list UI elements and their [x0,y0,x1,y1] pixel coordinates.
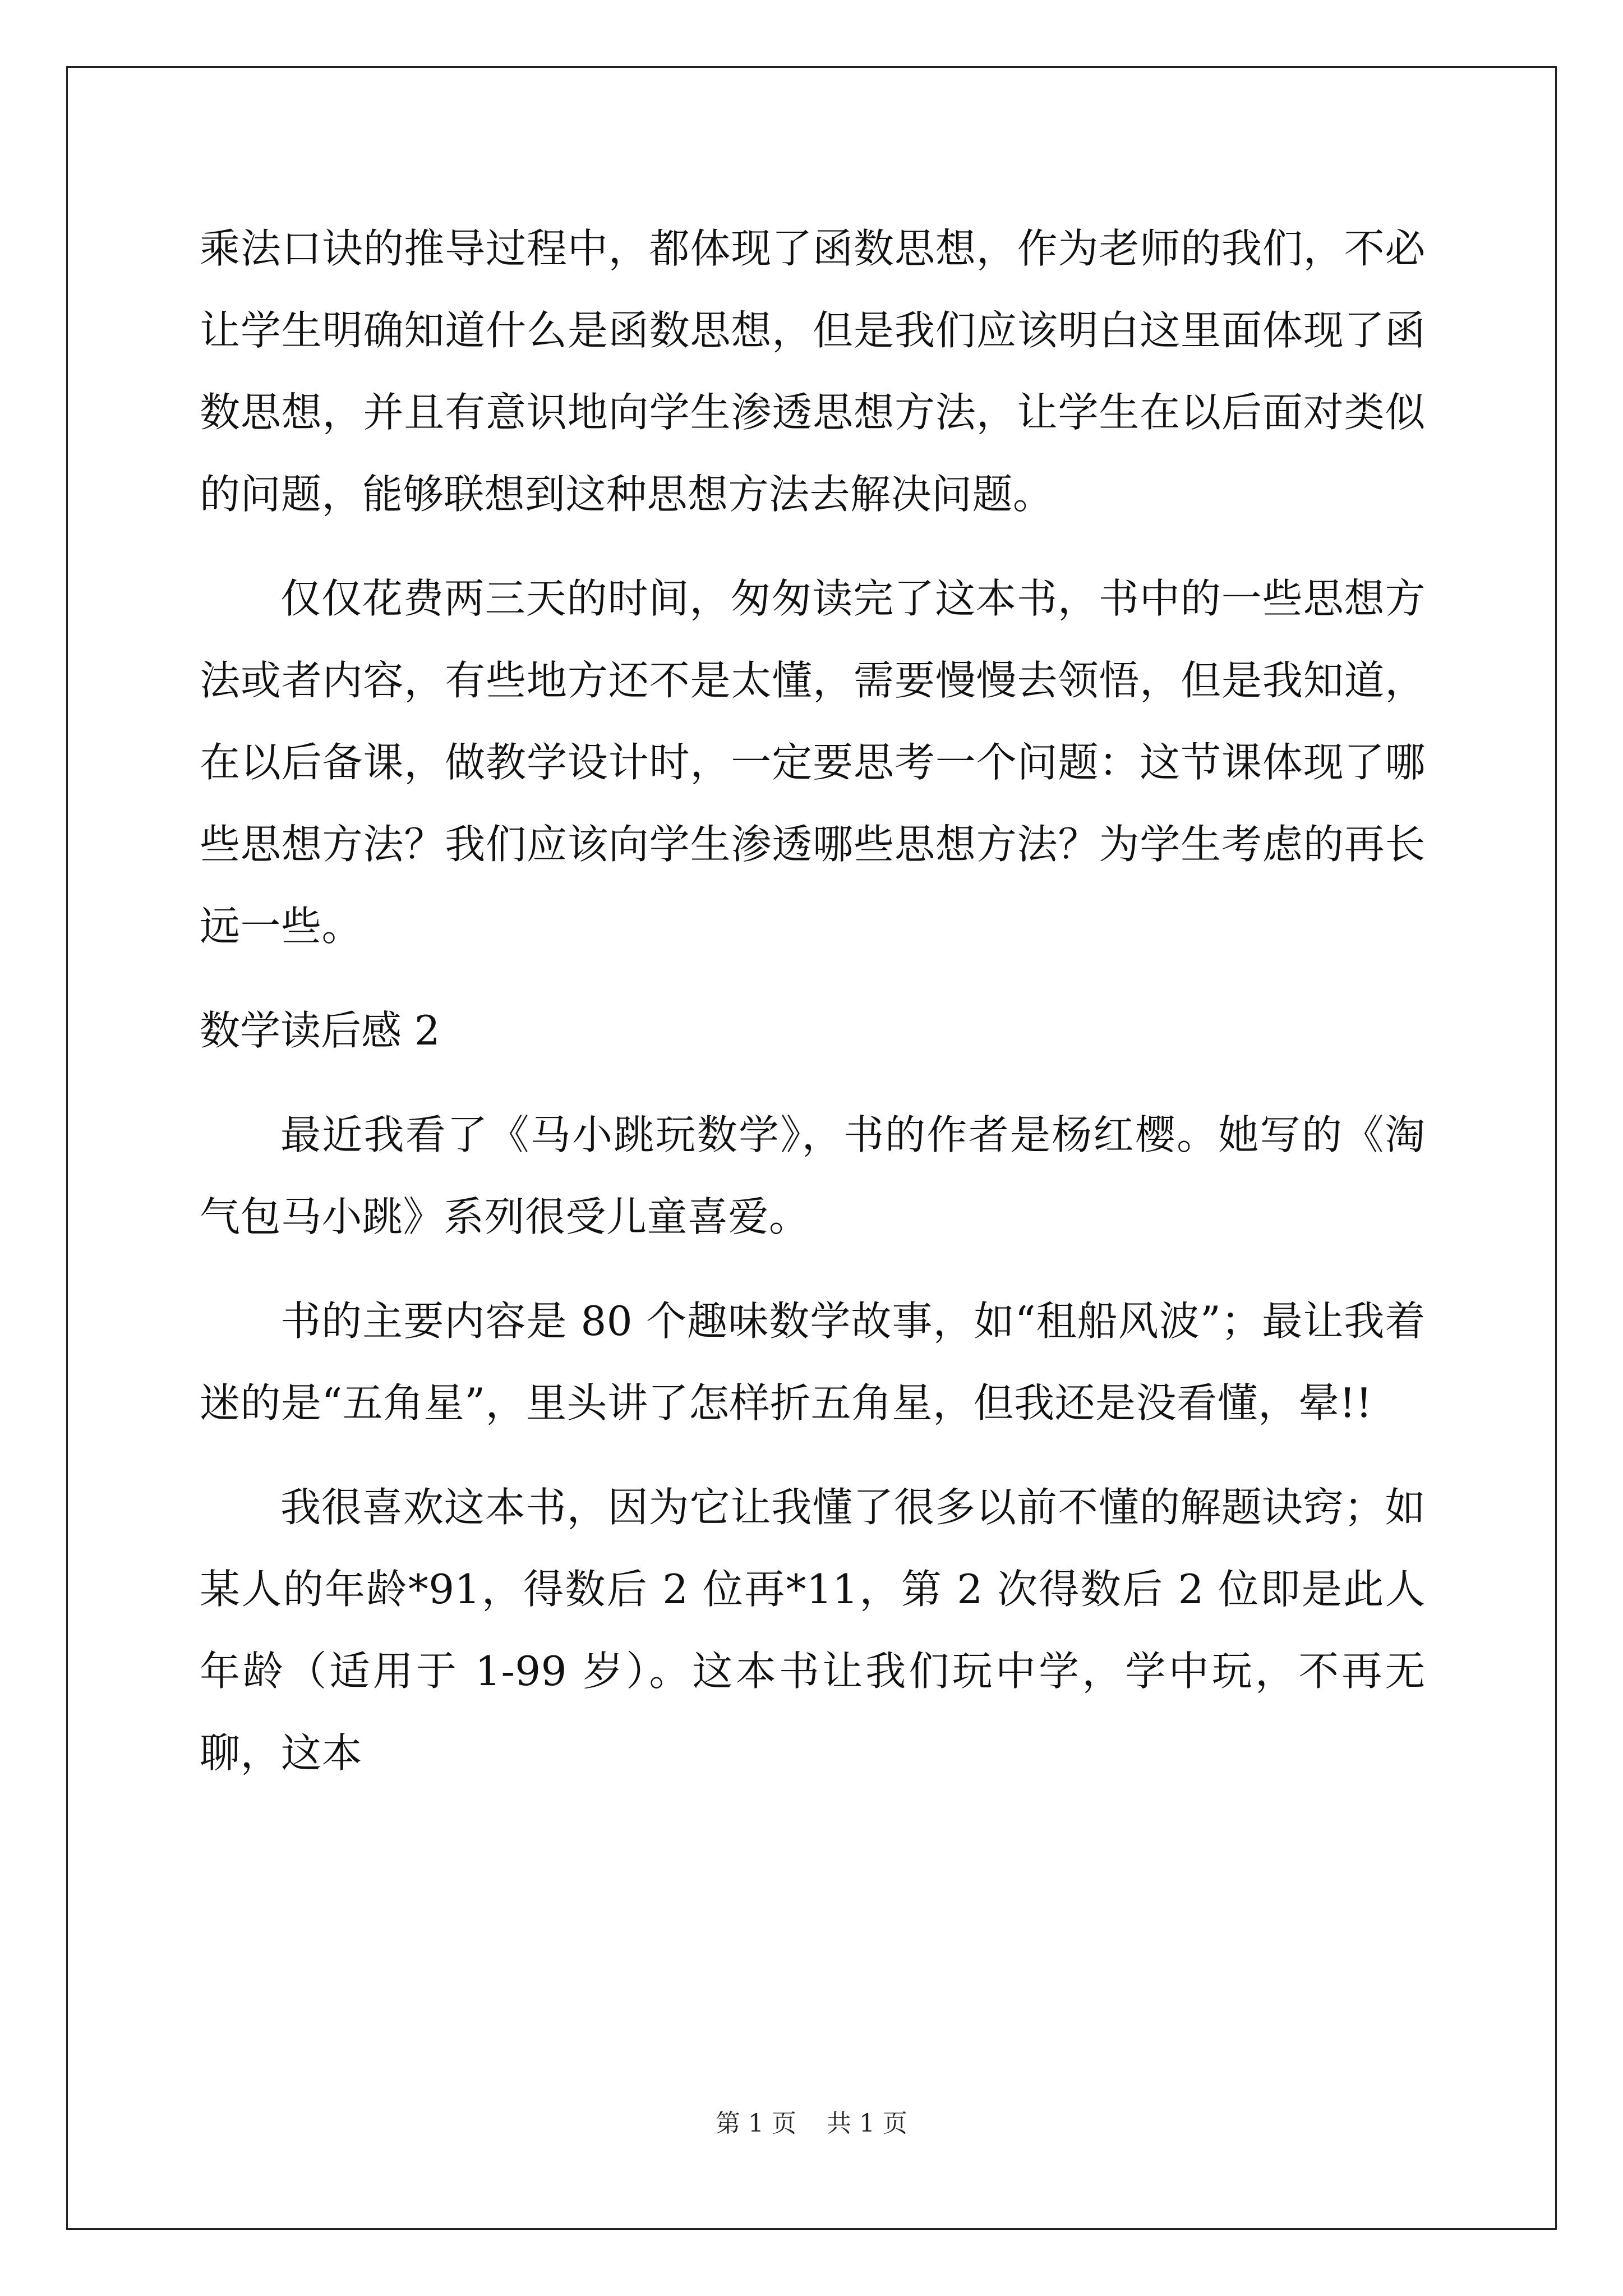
paragraph-1: 乘法口诀的推导过程中，都体现了函数思想，作为老师的我们，不必让学生明确知道什么是函数思想，但是我们应该明白这里面体现了函数思想，并且有意识地向学生渗透思想方法，让学生在以后面对类似的问题，能够联想到这种思想方法去解决问题。 [200,225,1426,518]
section-title: 数学读后感 2 [200,1007,440,1054]
paragraph-2: 仅仅花费两三天的时间，匆匆读完了这本书，书中的一些思想方法或者内容，有些地方还不是太懂，需要慢慢去领悟，但是我知道，在以后备课，做教学设计时，一定要思考一个问题：这节课体现了哪些思想方法？我们应该向学生渗透哪些思想方法？为学生考虑的再长远一些。 [200,575,1426,950]
paragraph-4: 书的主要内容是 80 个趣味数学故事，如“租船风波”；最让我着迷的是“五角星”，里头讲了怎样折五角星，但我还是没看懂，晕!! [200,1297,1426,1427]
page-number: 第 1 页 [716,2109,796,2138]
paragraph-3: 最近我看了《马小跳玩数学》，书的作者是杨红樱。她写的《淘气包马小跳》系列很受儿童喜爱。 [200,1111,1426,1240]
page-footer [0,2107,1623,2141]
paragraph-5: 我很喜欢这本书，因为它让我懂了很多以前不懂的解题诀窍；如某人的年龄*91，得数后 2 位再*11，第 2 次得数后 2 位即是此人年龄（适用于 1-99 岁）。这本书让我们玩中学，学中玩，不再无聊，这本 [200,1484,1426,1777]
document-body [200,208,1426,1816]
page-total: 共 1 页 [827,2109,907,2138]
